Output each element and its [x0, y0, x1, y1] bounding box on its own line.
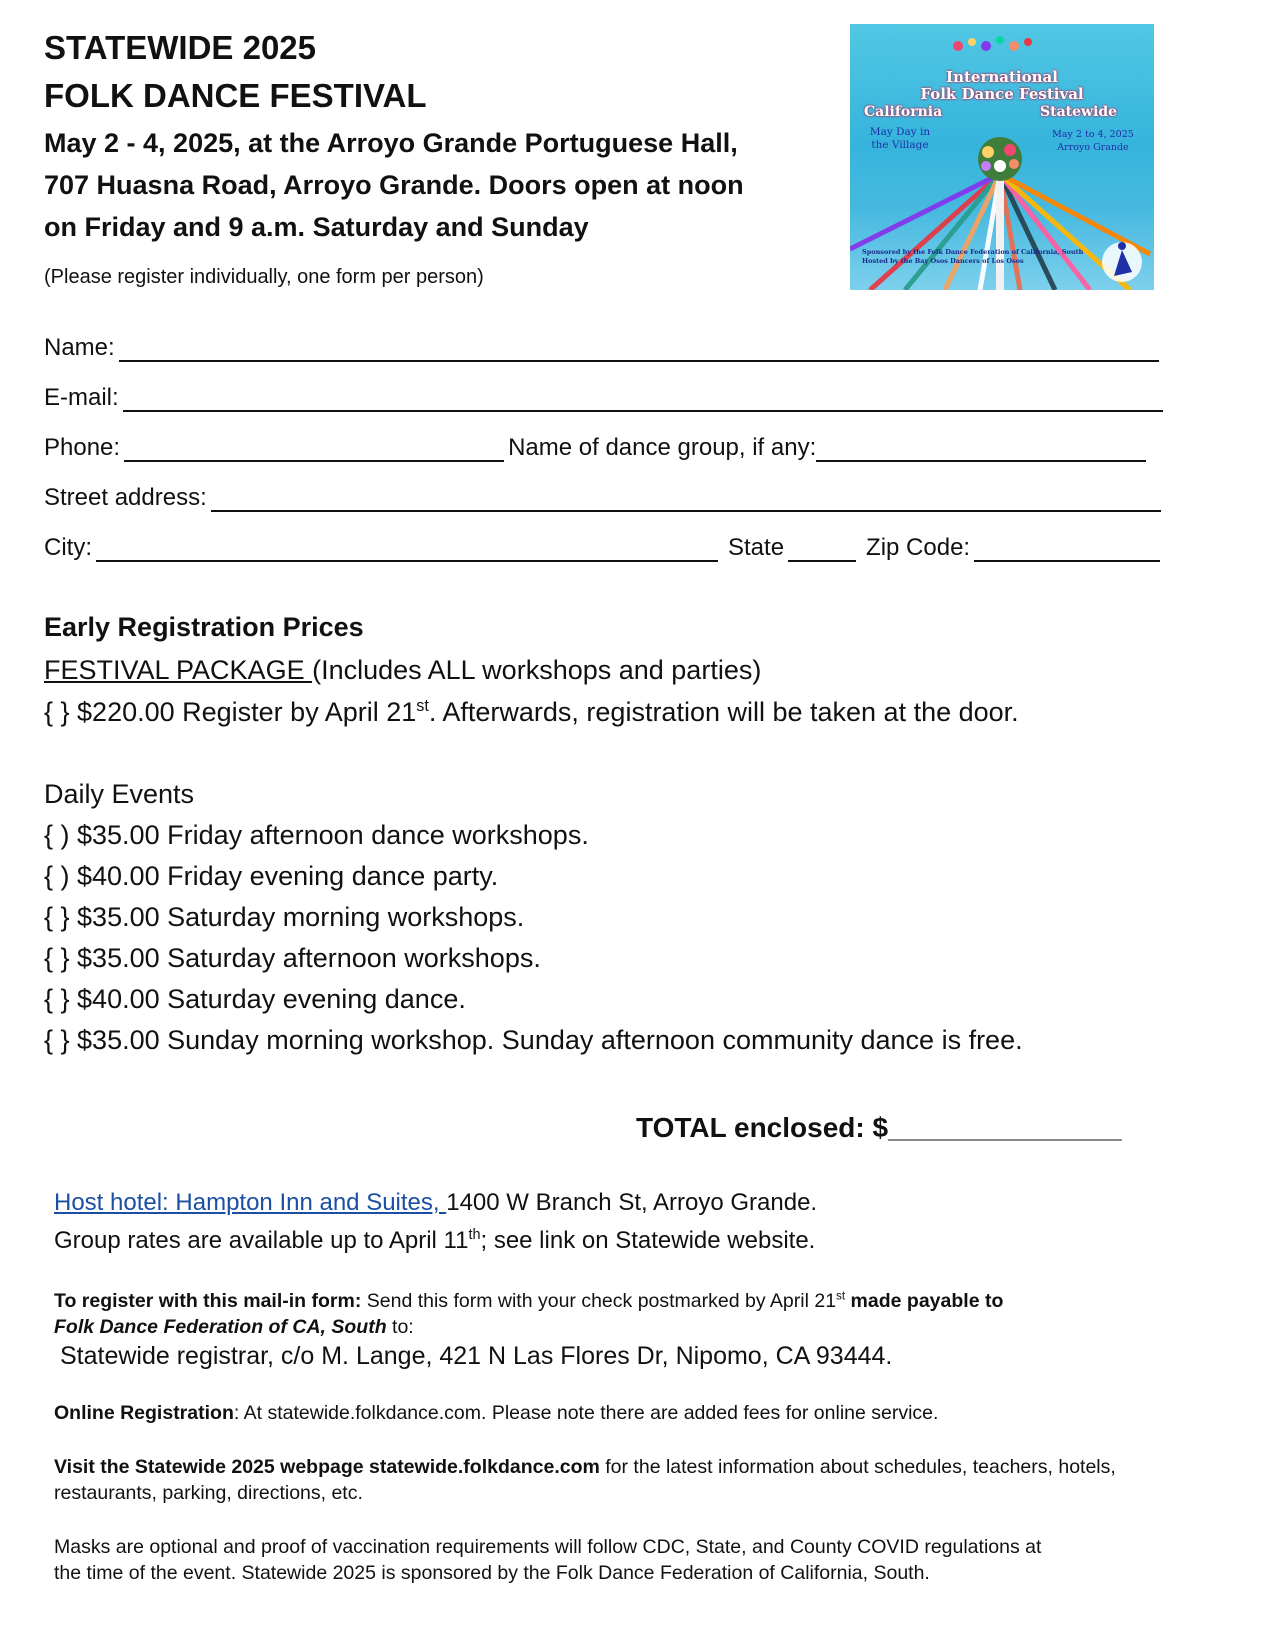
title-line-1: STATEWIDE 2025 [44, 29, 317, 66]
group-rates-line [54, 1224, 815, 1258]
host-hotel-line [54, 1186, 817, 1220]
street-address-input-line[interactable] [211, 488, 1161, 512]
daily-event-option[interactable]: { } $35.00 Saturday morning workshops. [44, 902, 525, 932]
masks-note-line-2: the time of the event. Statewide 2025 is sponsored by the Folk Dance Federation of California, South. [54, 1562, 930, 1584]
poster-right-label: Statewide [1040, 104, 1118, 120]
package-option-text: { } $220.00 Register by April 21 [44, 697, 417, 727]
title-line-2: FOLK DANCE FESTIVAL [44, 77, 427, 114]
city-field-row [44, 534, 1164, 562]
state-input-line[interactable] [788, 538, 856, 562]
email-input-line[interactable] [123, 388, 1163, 412]
poster-title-1: International [946, 68, 1058, 86]
mail-in-payable: made payable to [845, 1290, 1004, 1312]
phone-input-line[interactable] [124, 438, 504, 462]
dance-group-label: Name of dance group, if any: [508, 434, 817, 461]
mail-in-text: Send this form with your check postmarked by April 21 [361, 1290, 837, 1312]
masks-note-line-1: Masks are optional and proof of vaccination requirements will follow CDC, State, and County COVID regulations at [54, 1536, 1042, 1558]
city-label: City: [44, 534, 92, 561]
phone-label: Phone: [44, 434, 121, 461]
state-label: State [728, 534, 785, 561]
mail-in-payee-line [54, 1314, 414, 1340]
group-rates-text: Group rates are available up to April 11 [54, 1227, 469, 1254]
festival-package-line [44, 650, 761, 691]
poster-sponsor-1: Sponsored by the Folk Dance Federation of California, South [862, 248, 1084, 256]
daily-events-heading: Daily Events [44, 779, 195, 809]
daily-event-option[interactable]: { } $35.00 Sunday morning workshop. Sunday afternoon community dance is free. [44, 1025, 1023, 1055]
visit-webpage-line-1 [54, 1454, 1116, 1480]
email-field-row [44, 384, 1167, 412]
host-hotel-link[interactable]: Host hotel: Hampton Inn and Suites, [54, 1189, 447, 1216]
registrar-address: Statewide registrar, c/o M. Lange, 421 N Las Flores Dr, Nipomo, CA 93444. [60, 1342, 893, 1370]
details-line-3: on Friday and 9 a.m. Saturday and Sunday [44, 212, 589, 242]
total-label: TOTAL enclosed: $ [636, 1112, 889, 1143]
package-option-superscript: st [416, 697, 429, 715]
payee-name: Folk Dance Federation of CA, South [54, 1316, 387, 1338]
online-registration-text: : At statewide.folkdance.com. Please note there are added fees for online service. [233, 1402, 939, 1424]
festival-poster-image [850, 24, 1154, 290]
daily-event-option[interactable]: { ) $35.00 Friday afternoon dance workshops. [44, 820, 589, 850]
mail-in-superscript: st [836, 1289, 846, 1303]
festival-package-option[interactable] [44, 692, 1019, 733]
name-input-line[interactable] [119, 338, 1159, 362]
name-label: Name: [44, 334, 115, 361]
poster-title-2: Folk Dance Festival [920, 85, 1084, 103]
festival-package-description: (Includes ALL workshops and parties) [312, 655, 762, 685]
mail-in-instructions [54, 1288, 1003, 1314]
register-note: (Please register individually, one form per person) [44, 266, 484, 288]
daily-event-option[interactable]: { } $35.00 Saturday afternoon workshops. [44, 943, 541, 973]
dance-group-input-line[interactable] [816, 438, 1146, 462]
visit-webpage-bold: Visit the Statewide 2025 webpage statewide.folkdance.com [54, 1456, 600, 1478]
mail-in-bold: To register with this mail-in form: [54, 1290, 362, 1312]
details-line-2: 707 Huasna Road, Arroyo Grande. Doors open at noon [44, 170, 744, 200]
visit-webpage-text: for the latest information about schedules, teachers, hotels, [599, 1456, 1116, 1478]
poster-sponsor-2: Hosted by the Bay Osos Dancers of Los Osos [862, 257, 1024, 265]
poster-left-sub-1: May Day in [869, 126, 931, 138]
email-label: E-mail: [44, 384, 119, 411]
phone-field-row [44, 434, 1150, 462]
city-input-line[interactable] [96, 538, 718, 562]
daily-event-option[interactable]: { } $40.00 Saturday evening dance. [44, 984, 466, 1014]
poster-left-label: California [864, 104, 943, 120]
festival-package-title: FESTIVAL PACKAGE [44, 655, 313, 685]
poster-left-sub-2: the Village [871, 139, 929, 151]
street-field-row [44, 484, 1165, 512]
online-registration-label: Online Registration [54, 1402, 234, 1424]
hotel-address: 1400 W Branch St, Arroyo Grande. [446, 1189, 818, 1216]
online-registration [54, 1400, 938, 1426]
daily-event-option[interactable]: { ) $40.00 Friday evening dance party. [44, 861, 499, 891]
group-rates-superscript: th [468, 1227, 481, 1243]
group-rates-text-end: ; see link on Statewide website. [480, 1227, 816, 1254]
zip-code-input-line[interactable] [974, 538, 1160, 562]
poster-right-sub-2: Arroyo Grande [1057, 142, 1129, 153]
payee-to: to: [386, 1316, 414, 1338]
total-enclosed [636, 1112, 1122, 1144]
total-input-blank[interactable]: _______________ [888, 1112, 1122, 1143]
package-option-text-end: . Afterwards, registration will be taken at the door. [428, 697, 1019, 727]
poster-right-sub-1: May 2 to 4, 2025 [1052, 129, 1134, 140]
name-field-row [44, 334, 1163, 362]
zip-code-label: Zip Code: [866, 534, 971, 561]
street-address-label: Street address: [44, 484, 207, 511]
visit-webpage-line-2: restaurants, parking, directions, etc. [54, 1482, 363, 1504]
details-line-1: May 2 - 4, 2025, at the Arroyo Grande Portuguese Hall, [44, 128, 738, 158]
early-registration-heading: Early Registration Prices [44, 612, 364, 642]
